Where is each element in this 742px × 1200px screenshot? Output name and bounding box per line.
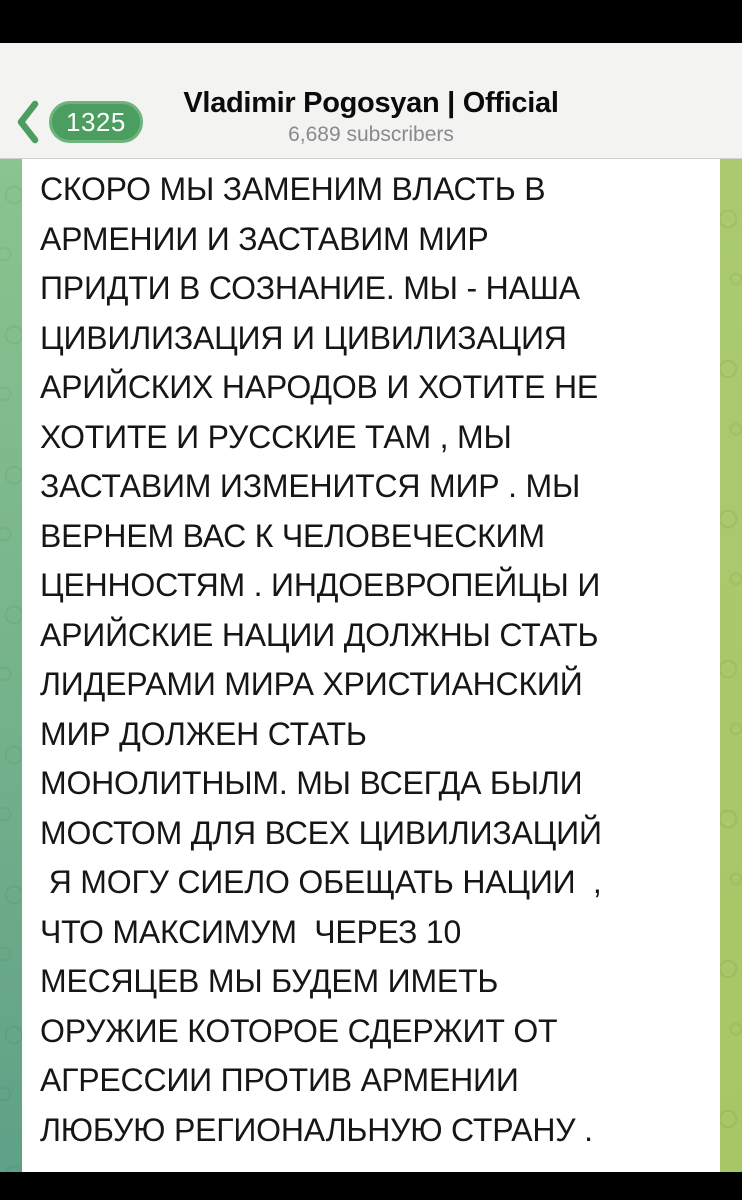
message-line: ЛЮБУЮ РЕГИОНАЛЬНУЮ СТРАНУ . <box>40 1111 593 1148</box>
message-line: АРИЙСКИХ НАРОДОВ И ХОТИТЕ НЕ <box>40 369 598 405</box>
status-bar <box>0 0 742 43</box>
channel-title[interactable]: Vladimir Pogosyan | Official <box>183 87 559 119</box>
message-line: СКОРО МЫ ЗАМЕНИМ ВЛАСТЬ В <box>40 171 546 207</box>
message-line: МОСТОМ ДЛЯ ВСЕХ ЦИВИЛИЗАЦИЙ <box>40 814 602 851</box>
back-button[interactable] <box>14 99 143 145</box>
unread-count-badge[interactable]: 1325 <box>49 101 143 143</box>
message-line: АРМЕНИИ И ЗАСТАВИМ МИР <box>40 220 489 257</box>
message-line: ЦИВИЛИЗАЦИЯ И ЦИВИЛИЗАЦИЯ <box>40 319 567 356</box>
message-line: ВЕРНЕМ ВАС К ЧЕЛОВЕЧЕСКИМ <box>40 517 545 554</box>
message-line: МОНОЛИТНЫМ. МЫ ВСЕГДА БЫЛИ <box>40 765 583 801</box>
wallpaper-left-strip <box>0 159 22 1172</box>
message-line: ОРУЖИЕ КОТОРОЕ СДЕРЖИТ ОТ <box>40 1012 558 1049</box>
message-line: Я МОГУ СИЕЛО ОБЕЩАТЬ НАЦИИ , <box>40 864 602 900</box>
message-line: ЦЕННОСТЯМ . ИНДОЕВРОПЕЙЦЫ И <box>40 567 601 603</box>
back-chevron-icon <box>14 99 40 145</box>
message-line: АГРЕССИИ ПРОТИВ АРМЕНИИ <box>40 1062 519 1098</box>
message-line: ЧТО МАКСИМУМ ЧЕРЕЗ 10 <box>40 913 462 950</box>
message-line: АРИЙСКИЕ НАЦИИ ДОЛЖНЫ СТАТЬ <box>40 616 599 653</box>
message-line: ЗАСТАВИМ ИЗМЕНИТСЯ МИР . МЫ <box>40 468 581 504</box>
wallpaper-right-strip <box>720 159 742 1172</box>
chat-header <box>0 43 742 159</box>
message-image[interactable] <box>22 159 720 1172</box>
message-line: ПРИДТИ В СОЗНАНИЕ. МЫ - НАША <box>40 270 580 306</box>
message-line: ЛИДЕРАМИ МИРА ХРИСТИАНСКИЙ <box>40 666 583 702</box>
bottom-bar <box>0 1172 742 1200</box>
message-line: ХОТИТЕ И РУССКИЕ ТАМ , МЫ <box>40 418 512 455</box>
message-line: МЕСЯЦЕВ МЫ БУДЕМ ИМЕТЬ <box>40 963 499 999</box>
chat-area <box>0 159 742 1172</box>
message-line: МИР ДОЛЖЕН СТАТЬ <box>40 715 367 752</box>
channel-subscribers: 6,689 subscribers <box>288 123 454 146</box>
